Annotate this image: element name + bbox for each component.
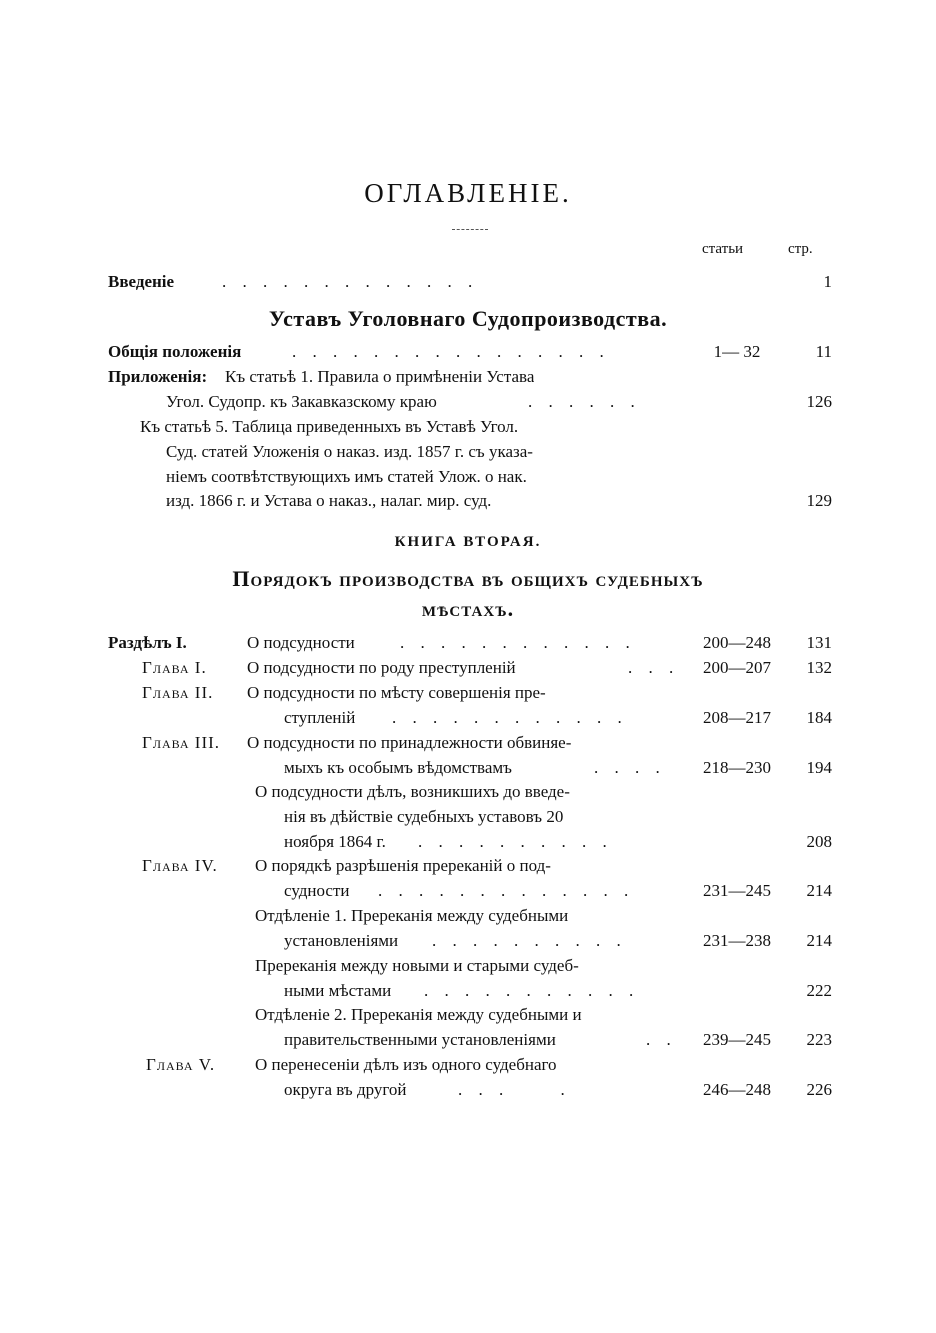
entry-text: ступленій — [284, 708, 356, 727]
general-articles: 1— 32 — [713, 342, 761, 361]
toc-row-appendix-3 — [0, 417, 936, 443]
entry-dots: . . . . . . . . . . . . — [392, 708, 628, 727]
entry-label: Глава I. — [142, 658, 207, 677]
entry-articles: 231—245 — [703, 881, 771, 900]
toc-row — [0, 708, 936, 734]
entry-text: правительственными установленіями — [284, 1030, 556, 1049]
toc-row-appendix-2 — [0, 392, 936, 418]
toc-row — [0, 758, 936, 784]
entry-label: Глава II. — [142, 683, 214, 702]
appendix-line: ніемъ соотвѣтствующихъ имъ статей Улож. о нак. — [166, 467, 527, 486]
entry-articles: 246—248 — [703, 1080, 771, 1099]
appendix-line: Суд. статей Уложенія о наказ. изд. 1857 г. съ указа- — [166, 442, 533, 461]
entry-text: О подсудности по мѣсту совершенія пре- — [247, 683, 546, 702]
entry-label: Раздѣлъ I. — [108, 633, 187, 652]
toc-row — [0, 633, 936, 659]
entry-articles: 200—248 — [703, 633, 771, 652]
appendix-dots: . . . . . . — [528, 392, 641, 411]
toc-row — [0, 832, 936, 858]
entry-page: 208 — [806, 832, 832, 851]
toc-row — [0, 1005, 936, 1031]
intro-label: Введеніе — [108, 272, 175, 291]
entry-articles: 218—230 — [703, 758, 771, 777]
entry-page: 214 — [806, 881, 832, 900]
entry-text: О порядкѣ разрѣшенія пререканій о под- — [255, 856, 551, 875]
toc-row — [0, 881, 936, 907]
toc-row — [0, 782, 936, 808]
general-page: 11 — [815, 342, 832, 361]
entry-text: ноября 1864 г. — [284, 832, 386, 851]
title-rule — [452, 229, 488, 230]
book-heading: КНИГА ВТОРАЯ. — [394, 534, 542, 550]
entry-dots: . . — [646, 1030, 677, 1049]
toc-row — [0, 807, 936, 833]
entry-dots: . . . . . . . . . . . . — [400, 633, 636, 652]
part-heading-line1: Порядокъ производства въ общихъ судебныхъ — [232, 566, 704, 591]
appendix-line: Къ статьѣ 1. Правила о примѣненіи Устава — [225, 367, 535, 386]
toc-row-appendix-6 — [0, 491, 936, 517]
entry-page: 131 — [806, 633, 832, 652]
entry-articles: 208—217 — [703, 708, 771, 727]
toc-row — [0, 856, 936, 882]
toc-row — [0, 1055, 936, 1081]
entry-text: Отдѣленіе 2. Пререканія между судебными и — [255, 1005, 582, 1024]
entry-text: Пререканія между новыми и старыми судеб- — [255, 956, 579, 975]
part-heading-line2: мѣстахъ. — [421, 596, 515, 621]
entry-dots: . . . — [628, 658, 680, 677]
entry-text: нія въ дѣйствіе судебныхъ уставовъ 20 — [284, 807, 564, 826]
entry-dots: . . . . — [594, 758, 666, 777]
entry-page: 194 — [806, 758, 832, 777]
toc-row — [0, 981, 936, 1007]
entry-text: О подсудности — [247, 633, 355, 652]
entry-text: О перенесеніи дѣлъ изъ одного судебнаго — [255, 1055, 557, 1074]
entry-page: 132 — [806, 658, 832, 677]
entry-text: Отдѣленіе 1. Пререканія между судебными — [255, 906, 569, 925]
entry-dots: . . . . . . . . . . — [432, 931, 627, 950]
toc-row-appendix-1 — [0, 367, 936, 393]
toc-row — [0, 658, 936, 684]
entry-text: О подсудности по роду преступленій — [247, 658, 516, 677]
column-header-articles: статьи — [702, 241, 744, 257]
entry-articles: 231—238 — [703, 931, 771, 950]
entry-dots: . . . . . . . . . . — [418, 832, 613, 851]
entry-text: О подсудности дѣлъ, возникшихъ до введе- — [255, 782, 570, 801]
entry-page: 226 — [806, 1080, 832, 1099]
entry-label: Глава III. — [142, 733, 221, 752]
entry-text: ными мѣстами — [284, 981, 392, 1000]
entry-text: округа въ другой — [284, 1080, 407, 1099]
toc-row — [0, 1030, 936, 1056]
entry-articles: 239—245 — [703, 1030, 771, 1049]
column-header-pages: стр. — [788, 241, 813, 257]
entry-dots: . . . . . . . . . . . . . — [378, 881, 635, 900]
page-title: ОГЛАВЛЕНІЕ. — [364, 178, 572, 208]
toc-row-appendix-5 — [0, 467, 936, 493]
entry-dots: . . . . . . . . . . . — [424, 981, 640, 1000]
entry-text: судности — [284, 881, 350, 900]
entry-page: 222 — [806, 981, 832, 1000]
appendix-line: изд. 1866 г. и Устава о наказ., налаг. мир. суд. — [166, 491, 492, 510]
appendix-page: 129 — [806, 491, 832, 510]
general-dots: . . . . . . . . . . . . . . . . — [292, 342, 610, 361]
entry-label: Глава V. — [146, 1055, 216, 1074]
section-heading-statute: Уставъ Уголовнаго Судопроизводства. — [268, 306, 668, 331]
toc-row-intro — [0, 272, 936, 298]
appendix-line: Угол. Судопр. къ Закавказскому краю — [166, 392, 437, 411]
entry-label: Глава IV. — [142, 856, 218, 875]
toc-row — [0, 683, 936, 709]
toc-row — [0, 1080, 936, 1106]
entry-page: 214 — [806, 931, 832, 950]
entry-page: 223 — [806, 1030, 832, 1049]
entry-text: установленіями — [284, 931, 399, 950]
toc-row — [0, 931, 936, 957]
entry-dots: . . . . — [458, 1080, 571, 1099]
toc-row — [0, 906, 936, 932]
appendix-page: 126 — [806, 392, 832, 411]
intro-dots: . . . . . . . . . . . . . — [222, 272, 479, 291]
intro-page: 1 — [823, 272, 832, 291]
toc-row — [0, 956, 936, 982]
entry-text: мыхъ къ особымъ вѣдомствамъ — [284, 758, 512, 777]
appendices-label: Приложенія: — [108, 367, 208, 386]
toc-row-general — [0, 342, 936, 368]
entry-page: 184 — [806, 708, 832, 727]
entry-text: О подсудности по принадлежности обвиняе- — [247, 733, 572, 752]
general-label: Общія положенія — [108, 342, 242, 361]
toc-row — [0, 733, 936, 759]
appendix-line: Къ статьѣ 5. Таблица приведенныхъ въ Уставѣ Угол. — [140, 417, 519, 436]
toc-row-appendix-4 — [0, 442, 936, 468]
entry-articles: 200—207 — [703, 658, 771, 677]
